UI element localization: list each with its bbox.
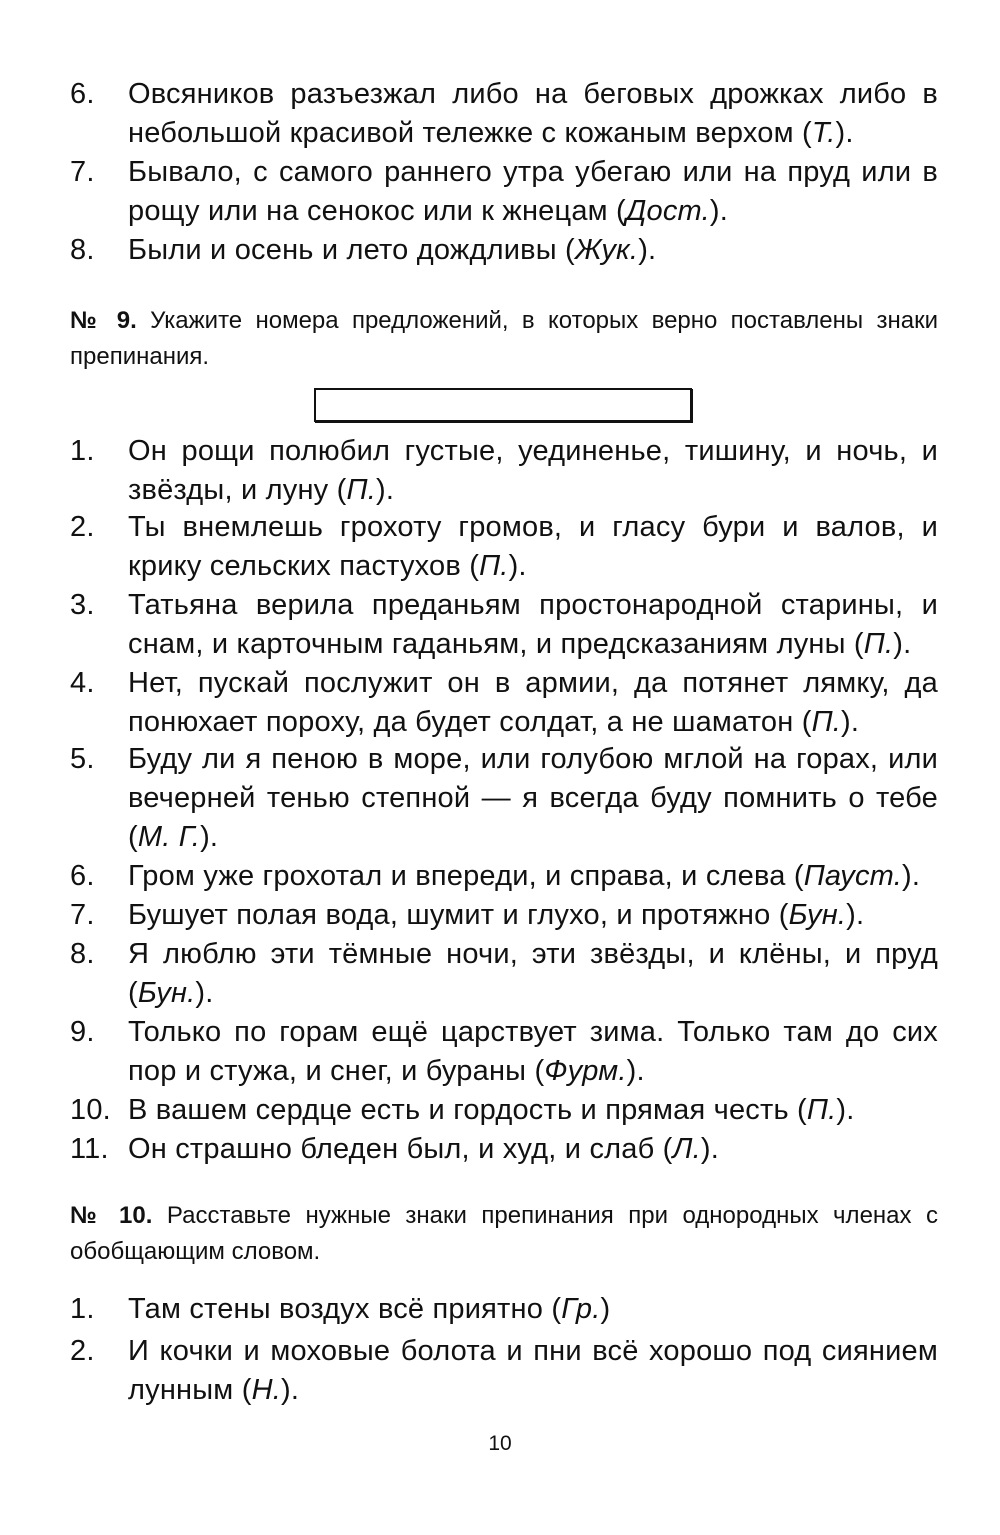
item-text: И кочки и моховые болота и пни всё хорошо под сиянием лунным ( xyxy=(128,1335,938,1406)
item-text: Татьяна верила преданьям простонародной старины, и снам, и карточным гаданьям, и предсказаниям луны ( xyxy=(128,589,938,660)
item-source: П. xyxy=(806,1094,837,1126)
item-text: Овсяников разъезжал либо на беговых дрожках либо в небольшой красивой тележке с кожаным верхом ( xyxy=(128,78,938,149)
item-number: 7. xyxy=(70,899,95,931)
task-text: Укажите номера предложений, в которых верно поставлены знаки препинания. xyxy=(70,307,938,370)
item-text: Были и осень и лето дождливы ( xyxy=(128,234,575,266)
list-item xyxy=(0,740,1000,857)
answer-box[interactable] xyxy=(314,388,692,422)
exercise-8-continuation-list xyxy=(0,75,1000,270)
list-item xyxy=(0,1013,1000,1091)
item-source: Н. xyxy=(251,1374,281,1406)
item-end: ). xyxy=(893,628,912,660)
task-10-list xyxy=(0,1290,1000,1410)
list-item xyxy=(0,586,1000,664)
item-source: П. xyxy=(811,706,842,738)
list-item xyxy=(0,1290,1000,1332)
item-number: 8. xyxy=(70,234,95,266)
list-item xyxy=(0,935,1000,1013)
item-number: 6. xyxy=(70,860,95,892)
task-text: Расставьте нужные знаки препинания при однородных членах с обобщающим словом. xyxy=(70,1202,938,1265)
item-number: 11. xyxy=(70,1133,109,1165)
item-number: 2. xyxy=(70,511,95,543)
list-item xyxy=(0,231,1000,270)
item-number: 1. xyxy=(70,1293,95,1325)
item-number: 3. xyxy=(70,589,95,621)
item-text: Там стены воздух всё приятно ( xyxy=(128,1293,562,1325)
item-source: Л. xyxy=(672,1133,701,1165)
task-10-instruction xyxy=(70,1198,938,1270)
task-9-instruction xyxy=(70,303,938,375)
task-number: № 10. xyxy=(70,1202,153,1229)
item-end: ). xyxy=(709,195,728,227)
item-number: 2. xyxy=(70,1335,95,1367)
list-item xyxy=(0,1130,1000,1169)
item-source: Жук. xyxy=(574,234,639,266)
list-item xyxy=(0,153,1000,231)
item-number: 6. xyxy=(70,78,95,110)
item-text: Нет, пускай послужит он в армии, да потянет лямку, да понюхает пороху, да будет солдат, а не шаматон ( xyxy=(128,667,938,738)
item-source: П. xyxy=(479,550,509,582)
list-item xyxy=(0,432,1000,508)
item-text: Гром уже грохотал и впереди, и справа, и слева ( xyxy=(128,860,804,892)
item-end: ). xyxy=(841,706,860,738)
item-source: Фурм. xyxy=(544,1055,627,1087)
item-end: ). xyxy=(200,821,219,853)
item-text: Только по горам ещё царствует зима. Только там до сих пор и стужа, и снег, и бураны ( xyxy=(128,1016,938,1087)
item-source: Бун. xyxy=(788,899,847,931)
item-number: 7. xyxy=(70,156,95,188)
item-text: Я люблю эти тёмные ночи, эти звёзды, и клёны, и пруд ( xyxy=(128,938,938,1009)
item-source: П. xyxy=(863,628,894,660)
item-end: ). xyxy=(375,474,395,506)
item-text: Он рощи полюбил густые, уединенье, тишину, и ночь, и звёзды, и луну ( xyxy=(128,435,938,506)
page-number: 10 xyxy=(488,1432,512,1455)
task-9-list xyxy=(0,432,1000,1169)
list-item xyxy=(0,664,1000,740)
item-text: В вашем сердце есть и гордость и прямая честь ( xyxy=(128,1094,807,1126)
item-number: 8. xyxy=(70,938,95,970)
item-source: Пауст. xyxy=(803,860,902,892)
list-item xyxy=(0,75,1000,153)
task-number: № 9. xyxy=(70,307,137,334)
item-number: 1. xyxy=(70,435,95,467)
item-source: Бун. xyxy=(137,977,196,1009)
item-number: 10. xyxy=(70,1094,111,1126)
item-end: ). xyxy=(835,117,854,149)
item-text: Бушует полая вода, шумит и глухо, и протяжно ( xyxy=(128,899,789,931)
item-source: Т. xyxy=(811,117,836,149)
item-text: Буду ли я пеною в море, или голубою мглой на горах, или вечерней тенью степной — я всегда буду помнить о тебе ( xyxy=(128,743,938,853)
item-end: ). xyxy=(626,1055,645,1087)
list-item xyxy=(0,508,1000,586)
item-source: Дост. xyxy=(625,195,710,227)
item-end: ). xyxy=(700,1133,719,1165)
item-number: 5. xyxy=(70,743,95,775)
list-item xyxy=(0,1332,1000,1410)
list-item xyxy=(0,857,1000,896)
item-source: М. Г. xyxy=(137,821,201,853)
item-end: ) xyxy=(600,1293,611,1325)
item-end: ). xyxy=(836,1094,855,1126)
item-end: ). xyxy=(195,977,214,1009)
list-item xyxy=(0,896,1000,935)
item-number: 4. xyxy=(70,667,95,699)
item-text: Бывало, с самого раннего утра убегаю или на пруд или в рощу или на сенокос или к жнецам ( xyxy=(128,156,938,227)
item-source: П. xyxy=(346,474,376,506)
item-end: ). xyxy=(638,234,657,266)
item-text: Ты внемлешь грохоту громов, и гласу бури и валов, и крику сельских пастухов ( xyxy=(128,511,938,582)
list-item xyxy=(0,1091,1000,1130)
item-end: ). xyxy=(901,860,921,892)
item-end: ). xyxy=(508,550,527,582)
item-number: 9. xyxy=(70,1016,95,1048)
item-text: Он страшно бледен был, и худ, и слаб ( xyxy=(128,1133,673,1165)
item-end: ). xyxy=(846,899,865,931)
item-end: ). xyxy=(280,1374,300,1406)
item-source: Гр. xyxy=(561,1293,601,1325)
